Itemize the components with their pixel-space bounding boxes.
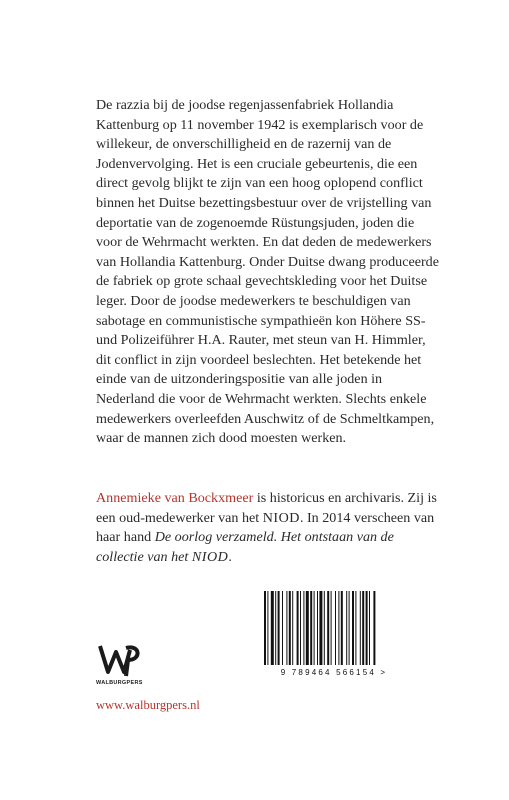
publisher-logo-text: WALBURGPERS [96, 680, 143, 686]
bio-end: . [228, 548, 232, 565]
author-name: Annemieke van Bockxmeer [96, 490, 254, 506]
author-bio [96, 489, 441, 567]
isbn-barcode [258, 589, 410, 693]
bio-text-1: is historicus en archivaris. Zij is een oud-medewerker van het [96, 490, 437, 526]
blurb-paragraph: De razzia bij de joodse regenjassenfabriek Hollandia Kattenburg op 11 november 1942 is exemplarisch voor de willekeur, de onverschilligheid en de razernij van de Jodenvervolging. Het is een cruciale gebeurtenis, die een direct gevolg blijkt te zijn van een hoog oplopend conflict binnen het Duitse bezettingsbestuur over de vrijstelling van deportatie van de zogenoemde Rüstungsjuden, joden die voor de Wehrmacht werkten. En dat deden de medewerkers van Hollandia Kattenburg. Onder Duitse dwang produceerde de fabriek op grote schaal gevechtskleding voor het Duitse leger. Door de joodse medewerkers te beschuldigen van sabotage en communistische sympathieën kon Höhere SS- und Polizeiführer H.A. Rauter, met steun van H. Himmler, dit conflict in zijn voordeel beslechten. Het betekende het einde van de uitzonderingspositie van alle joden in Nederland die voor de Wehrmacht werkten. Slechts enkele medewerkers overleefden Auschwitz of de Schmeltkampen, waar de mannen zich dood moesten werken. [96, 97, 439, 447]
barcode-bars-icon [258, 589, 410, 669]
bio-text-2: . In 2014 verscheen van haar hand [96, 509, 435, 546]
publisher-url: www.walburgpers.nl [96, 698, 200, 712]
blurb-text-block [96, 96, 441, 449]
book-title: De oorlog verzameld. Het ontstaan van de collectie van het NIOD [96, 529, 394, 565]
isbn-number: 9 789464 566154 > [280, 668, 388, 677]
niod-abbrev-1: NIOD [262, 509, 300, 526]
niod-abbrev-2: NIOD [191, 548, 229, 565]
